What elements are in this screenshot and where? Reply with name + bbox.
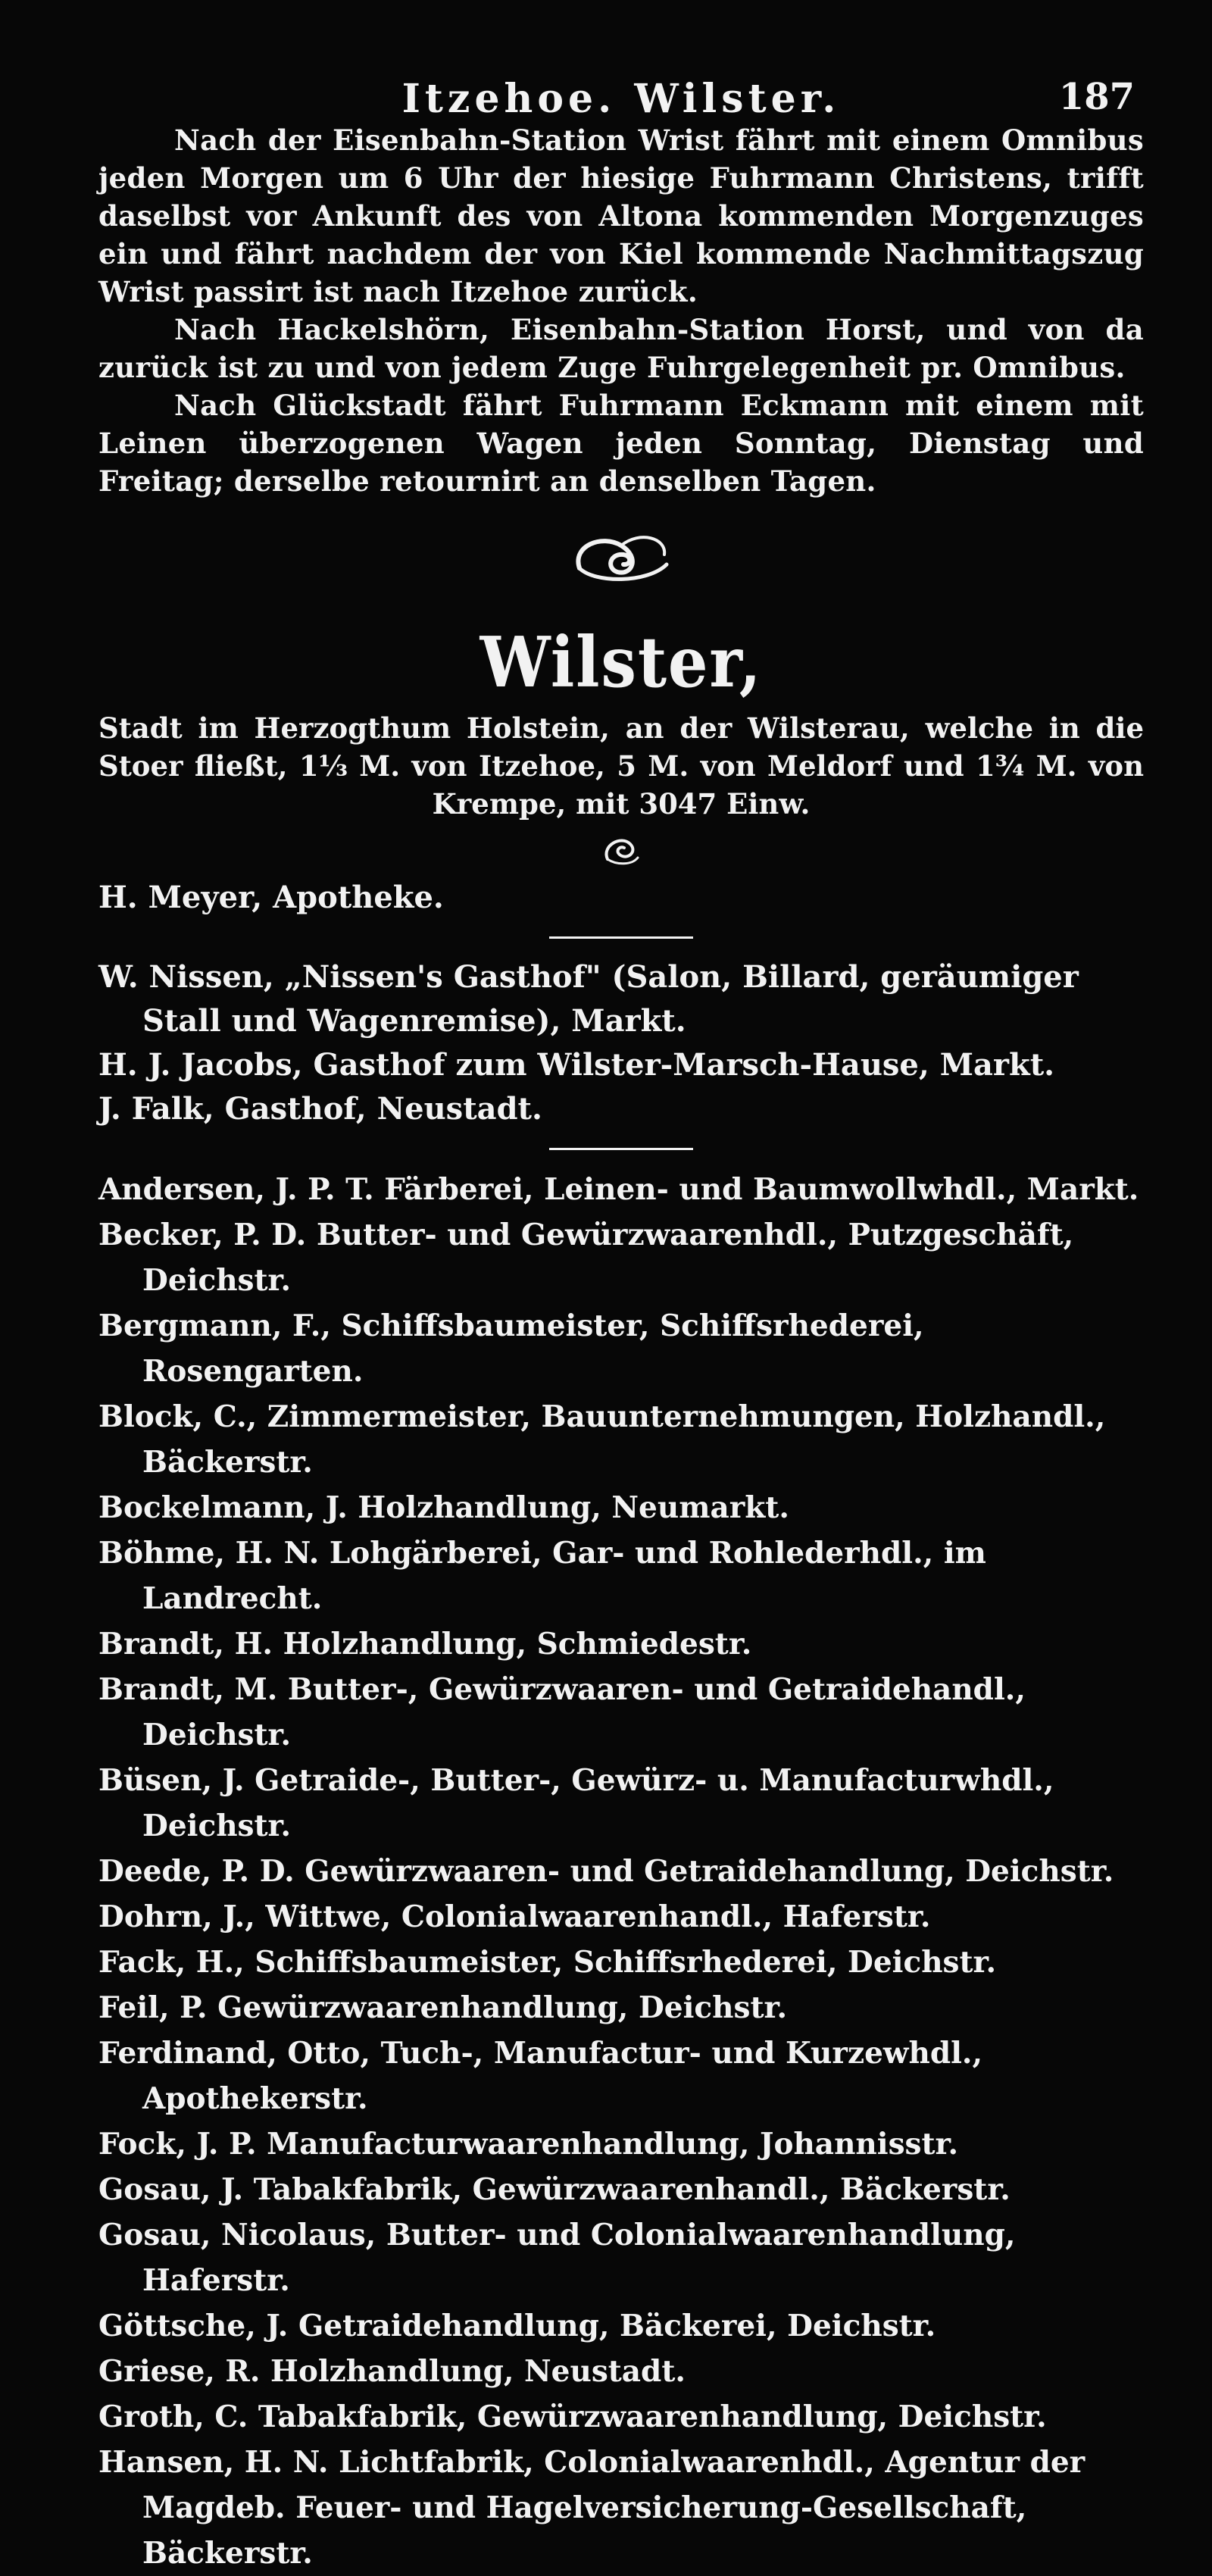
directory-entry: Büsen, J. Getraide-, Butter-, Gewürz- u. Manufacturwhdl., Deichstr. [98, 1763, 1054, 1843]
intro-section [98, 121, 1144, 500]
intro-paragraph-glueckstadt: Nach Glückstadt fährt Fuhrmann Eckmann mit einem mit Leinen überzogenen Wagen jeden Sonntag, Dienstag und Freitag; derselbe retournirt an denselben Tagen. [98, 389, 1144, 498]
gasthof-entry: J. Falk, Gasthof, Neustadt. [98, 1091, 542, 1127]
scroll-ornament-icon [98, 500, 1144, 614]
gasthof-list [98, 955, 1144, 1131]
page-number: 187 [1058, 76, 1135, 118]
directory-entry: Dohrn, J., Wittwe, Colonialwaarenhandl., Haferstr. [98, 1899, 931, 1934]
gasthof-entry: W. Nissen, „Nissen's Gasthof" (Salon, Billard, geräumiger Stall und Wagenremise), Markt. [98, 959, 1079, 1039]
apotheke-entry: H. Meyer, Apotheke. [98, 880, 444, 915]
directory-entry: Feil, P. Gewürzwaarenhandlung, Deichstr. [98, 1990, 788, 2025]
directory-entry: Becker, P. D. Butter- und Gewürzwaarenhdl., Putzgeschäft, Deichstr. [98, 1218, 1074, 1298]
running-head [98, 53, 1144, 121]
directory-entry: Andersen, J. P. T. Färberei, Leinen- und Baumwollwhdl., Markt. [98, 1172, 1139, 1207]
directory-entry: Ferdinand, Otto, Tuch-, Manufactur- und Kurzewhdl., Apothekerstr. [98, 2036, 983, 2116]
directory-entry: Göttsche, J. Getraidehandlung, Bäckerei, Deichstr. [98, 2309, 936, 2343]
town-heading: Wilster, [479, 621, 763, 703]
directory-entry: Brandt, H. Holzhandlung, Schmiedestr. [98, 1627, 752, 1662]
directory-entry: Groth, C. Tabakfabrik, Gewürzwaarenhandlung, Deichstr. [98, 2399, 1047, 2434]
section-divider [549, 936, 693, 939]
directory-entry: Bergmann, F., Schiffsbaumeister, Schiffsrhederei, Rosengarten. [98, 1308, 924, 1389]
directory-entry: Gosau, J. Tabakfabrik, Gewürzwaarenhandl., Bäckerstr. [98, 2172, 1011, 2207]
gasthof-entry: H. J. Jacobs, Gasthof zum Wilster-Marsch-Hause, Markt. [98, 1047, 1055, 1083]
directory-entry: Fack, H., Schiffsbaumeister, Schiffsrhederei, Deichstr. [98, 1945, 997, 1980]
directory-entry: Böhme, H. N. Lohgärberei, Gar- und Rohlederhdl., im Landrecht. [98, 1536, 986, 1616]
directory-entry: Griese, R. Holzhandlung, Neustadt. [98, 2354, 686, 2389]
intro-paragraph-hackelshoern: Nach Hackelshörn, Eisenbahn-Station Horst, und von da zurück ist zu und von jedem Zuge Fuhrgelegenheit pr. Omnibus. [98, 313, 1144, 384]
intro-paragraph-wrist: Nach der Eisenbahn-Station Wrist fährt mit einem Omnibus jeden Morgen um 6 Uhr der hiesige Fuhrmann Christens, trifft daselbst vor Ankunft des von Altona kommenden Morgenzuges ein und fährt nachdem der von Kiel kommende Nachmittagszug Wrist passirt ist nach Itzehoe zurück. [98, 123, 1144, 308]
running-title: Itzehoe. Wilster. [401, 76, 841, 122]
directory-entry: Gosau, Nicolaus, Butter- und Colonialwaarenhandlung, Haferstr. [98, 2218, 1016, 2298]
directory-entry: Hansen, H. N. Lichtfabrik, Colonialwaarenhdl., Agentur der Magdeb. Feuer- und Hagelversicherung-Gesellschaft, Bäckerstr. [98, 2445, 1085, 2571]
town-description: Stadt im Herzogthum Holstein, an der Wilsterau, welche in die Stoer fließt, 1⅓ M. von Itzehoe, 5 M. von Meldorf und 1¾ M. von Krempe, mit 3047 Einw. [98, 711, 1144, 821]
directory-entry: Fock, J. P. Manufacturwaarenhandlung, Johannisstr. [98, 2127, 959, 2162]
business-directory [98, 1167, 1144, 2576]
small-flourish-icon [98, 823, 1144, 876]
section-divider [549, 1148, 693, 1150]
directory-entry: Deede, P. D. Gewürzwaaren- und Getraidehandlung, Deichstr. [98, 1854, 1114, 1889]
directory-entry: Block, C., Zimmermeister, Bauunternehmungen, Holzhandl., Bäckerstr. [98, 1399, 1106, 1480]
directory-entry: Bockelmann, J. Holzhandlung, Neumarkt. [98, 1490, 789, 1525]
directory-entry: Brandt, M. Butter-, Gewürzwaaren- und Getraidehandl., Deichstr. [98, 1672, 1026, 1752]
